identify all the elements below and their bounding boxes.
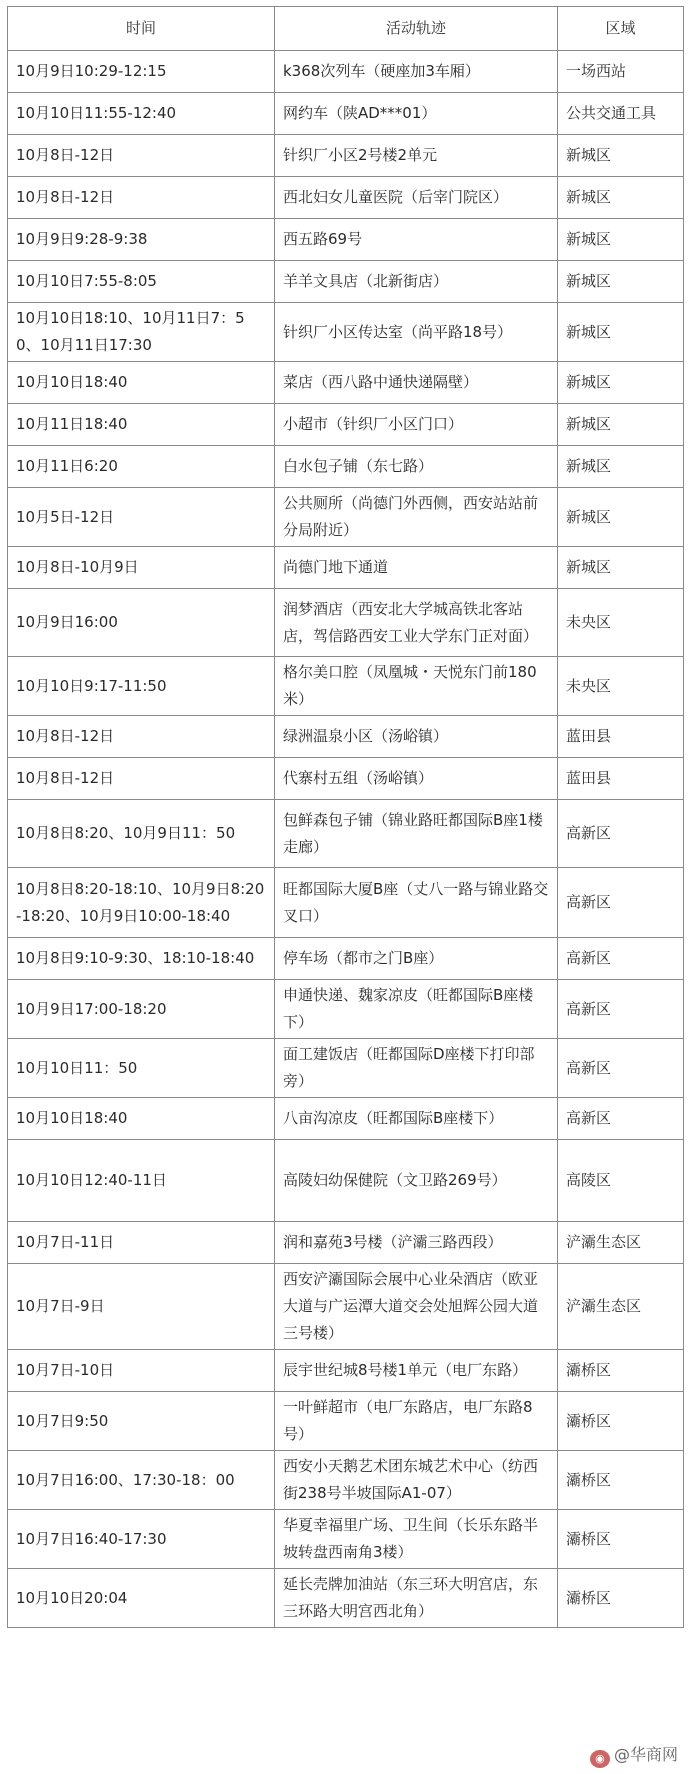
table-row: [8, 177, 684, 219]
itinerary-table: [7, 6, 684, 1628]
table-row: [8, 1350, 684, 1392]
cell-track: 西安小天鹅艺术团东城艺术中心（纺西街238号半坡国际A1-07）: [275, 1451, 558, 1510]
cell-time: 10月10日11:55-12:40: [8, 93, 275, 135]
cell-track: 润和嘉苑3号楼（浐灞三路西段）: [275, 1222, 558, 1264]
header-track: 活动轨迹: [275, 7, 558, 51]
cell-area: 公共交通工具: [558, 93, 684, 135]
table-row: [8, 1510, 684, 1569]
cell-area: 新城区: [558, 177, 684, 219]
cell-area: 未央区: [558, 589, 684, 657]
watermark: [590, 1742, 678, 1768]
cell-time: 10月9日9:28-9:38: [8, 219, 275, 261]
cell-area: 新城区: [558, 446, 684, 488]
cell-area: 新城区: [558, 135, 684, 177]
table-row: [8, 488, 684, 547]
cell-track: 公共厕所（尚德门外西侧，西安站站前分局附近）: [275, 488, 558, 547]
cell-area: 新城区: [558, 488, 684, 547]
cell-area: 新城区: [558, 362, 684, 404]
cell-time: 10月7日9:50: [8, 1392, 275, 1451]
cell-track: k368次列车（硬座加3车厢）: [275, 51, 558, 93]
table-row: [8, 716, 684, 758]
cell-track: 代寨村五组（汤峪镇）: [275, 758, 558, 800]
table-row: [8, 219, 684, 261]
cell-time: 10月8日-10月9日: [8, 547, 275, 589]
cell-time: 10月11日6:20: [8, 446, 275, 488]
table-row: [8, 51, 684, 93]
cell-area: 高新区: [558, 1098, 684, 1140]
cell-time: 10月7日16:00、17:30-18：00: [8, 1451, 275, 1510]
cell-time: 10月7日16:40-17:30: [8, 1510, 275, 1569]
cell-time: 10月8日-12日: [8, 758, 275, 800]
table-row: [8, 362, 684, 404]
cell-area: 灞桥区: [558, 1510, 684, 1569]
cell-area: 蓝田县: [558, 716, 684, 758]
cell-time: 10月7日-11日: [8, 1222, 275, 1264]
table-row: [8, 1569, 684, 1628]
cell-track: 面工建饭店（旺都国际D座楼下打印部旁）: [275, 1039, 558, 1098]
cell-area: 高新区: [558, 868, 684, 938]
cell-track: 包鲜森包子铺（锦业路旺都国际B座1楼走廊）: [275, 800, 558, 868]
cell-track: 一叶鲜超市（电厂东路店，电厂东路8号）: [275, 1392, 558, 1451]
table-row: [8, 657, 684, 716]
table-row: [8, 980, 684, 1039]
cell-track: 西北妇女儿童医院（后宰门院区）: [275, 177, 558, 219]
cell-area: 新城区: [558, 303, 684, 362]
table-row: [8, 1140, 684, 1222]
cell-time: 10月8日8:20-18:10、10月9日8:20-18:20、10月9日10:00-18:40: [8, 868, 275, 938]
cell-track: 旺都国际大厦B座（丈八一路与锦业路交叉口）: [275, 868, 558, 938]
cell-track: 白水包子铺（东七路）: [275, 446, 558, 488]
cell-time: 10月10日20:04: [8, 1569, 275, 1628]
cell-area: 新城区: [558, 547, 684, 589]
cell-time: 10月8日9:10-9:30、18:10-18:40: [8, 938, 275, 980]
cell-track: 针织厂小区传达室（尚平路18号）: [275, 303, 558, 362]
cell-area: 未央区: [558, 657, 684, 716]
weibo-icon: ◉: [590, 1750, 610, 1768]
header-area: 区域: [558, 7, 684, 51]
cell-track: 羊羊文具店（北新街店）: [275, 261, 558, 303]
cell-track: 网约车（陕AD***01）: [275, 93, 558, 135]
cell-time: 10月8日-12日: [8, 135, 275, 177]
table-body: [8, 51, 684, 1628]
cell-area: 灞桥区: [558, 1350, 684, 1392]
table-row: [8, 938, 684, 980]
cell-time: 10月8日-12日: [8, 177, 275, 219]
cell-track: 高陵妇幼保健院（文卫路269号）: [275, 1140, 558, 1222]
cell-time: 10月10日18:40: [8, 1098, 275, 1140]
cell-track: 延长壳牌加油站（东三环大明宫店，东三环路大明宫西北角）: [275, 1569, 558, 1628]
table-row: [8, 1392, 684, 1451]
cell-track: 小超市（针织厂小区门口）: [275, 404, 558, 446]
table-row: [8, 261, 684, 303]
cell-track: 格尔美口腔（凤凰城・天悦东门前180米）: [275, 657, 558, 716]
cell-time: 10月9日17:00-18:20: [8, 980, 275, 1039]
table-row: [8, 1098, 684, 1140]
header-row: [8, 7, 684, 51]
cell-time: 10月10日18:10、10月11日7：50、10月11日17:30: [8, 303, 275, 362]
cell-area: 浐灞生态区: [558, 1222, 684, 1264]
cell-time: 10月10日11：50: [8, 1039, 275, 1098]
cell-area: 浐灞生态区: [558, 1264, 684, 1350]
cell-track: 八亩沟凉皮（旺都国际B座楼下）: [275, 1098, 558, 1140]
header-time: 时间: [8, 7, 275, 51]
cell-track: 辰宇世纪城8号楼1单元（电厂东路）: [275, 1350, 558, 1392]
cell-time: 10月5日-12日: [8, 488, 275, 547]
table-row: [8, 1451, 684, 1510]
cell-track: 华夏幸福里广场、卫生间（长乐东路半坡转盘西南角3楼）: [275, 1510, 558, 1569]
cell-time: 10月7日-9日: [8, 1264, 275, 1350]
table-row: [8, 135, 684, 177]
cell-time: 10月10日12:40-11日: [8, 1140, 275, 1222]
table-row: [8, 93, 684, 135]
cell-area: 高陵区: [558, 1140, 684, 1222]
cell-track: 停车场（都市之门B座）: [275, 938, 558, 980]
table-row: [8, 404, 684, 446]
watermark-text: @华商网: [613, 1745, 678, 1764]
cell-area: 高新区: [558, 938, 684, 980]
cell-track: 菜店（西八路中通快递隔壁）: [275, 362, 558, 404]
cell-time: 10月11日18:40: [8, 404, 275, 446]
cell-area: 灞桥区: [558, 1392, 684, 1451]
cell-area: 新城区: [558, 261, 684, 303]
cell-time: 10月10日18:40: [8, 362, 275, 404]
cell-track: 针织厂小区2号楼2单元: [275, 135, 558, 177]
cell-time: 10月10日7:55-8:05: [8, 261, 275, 303]
cell-area: 蓝田县: [558, 758, 684, 800]
cell-area: 一场西站: [558, 51, 684, 93]
cell-time: 10月8日-12日: [8, 716, 275, 758]
table-row: [8, 758, 684, 800]
table-row: [8, 800, 684, 868]
cell-track: 尚德门地下通道: [275, 547, 558, 589]
table-row: [8, 868, 684, 938]
cell-area: 高新区: [558, 980, 684, 1039]
cell-area: 新城区: [558, 404, 684, 446]
cell-area: 灞桥区: [558, 1451, 684, 1510]
cell-track: 西五路69号: [275, 219, 558, 261]
table-row: [8, 1264, 684, 1350]
table-row: [8, 446, 684, 488]
cell-area: 高新区: [558, 1039, 684, 1098]
table-row: [8, 589, 684, 657]
cell-area: 灞桥区: [558, 1569, 684, 1628]
cell-time: 10月8日8:20、10月9日11：50: [8, 800, 275, 868]
cell-area: 高新区: [558, 800, 684, 868]
cell-time: 10月10日9:17-11:50: [8, 657, 275, 716]
table-row: [8, 547, 684, 589]
cell-track: 西安浐灞国际会展中心业朵酒店（欧亚大道与广运潭大道交会处旭辉公园大道三号楼）: [275, 1264, 558, 1350]
cell-time: 10月9日10:29-12:15: [8, 51, 275, 93]
cell-area: 新城区: [558, 219, 684, 261]
table-row: [8, 303, 684, 362]
cell-time: 10月7日-10日: [8, 1350, 275, 1392]
cell-track: 申通快递、魏家凉皮（旺都国际B座楼下）: [275, 980, 558, 1039]
table-row: [8, 1222, 684, 1264]
cell-track: 润梦酒店（西安北大学城高铁北客站店，驾信路西安工业大学东门正对面）: [275, 589, 558, 657]
table-row: [8, 1039, 684, 1098]
cell-track: 绿洲温泉小区（汤峪镇）: [275, 716, 558, 758]
cell-time: 10月9日16:00: [8, 589, 275, 657]
